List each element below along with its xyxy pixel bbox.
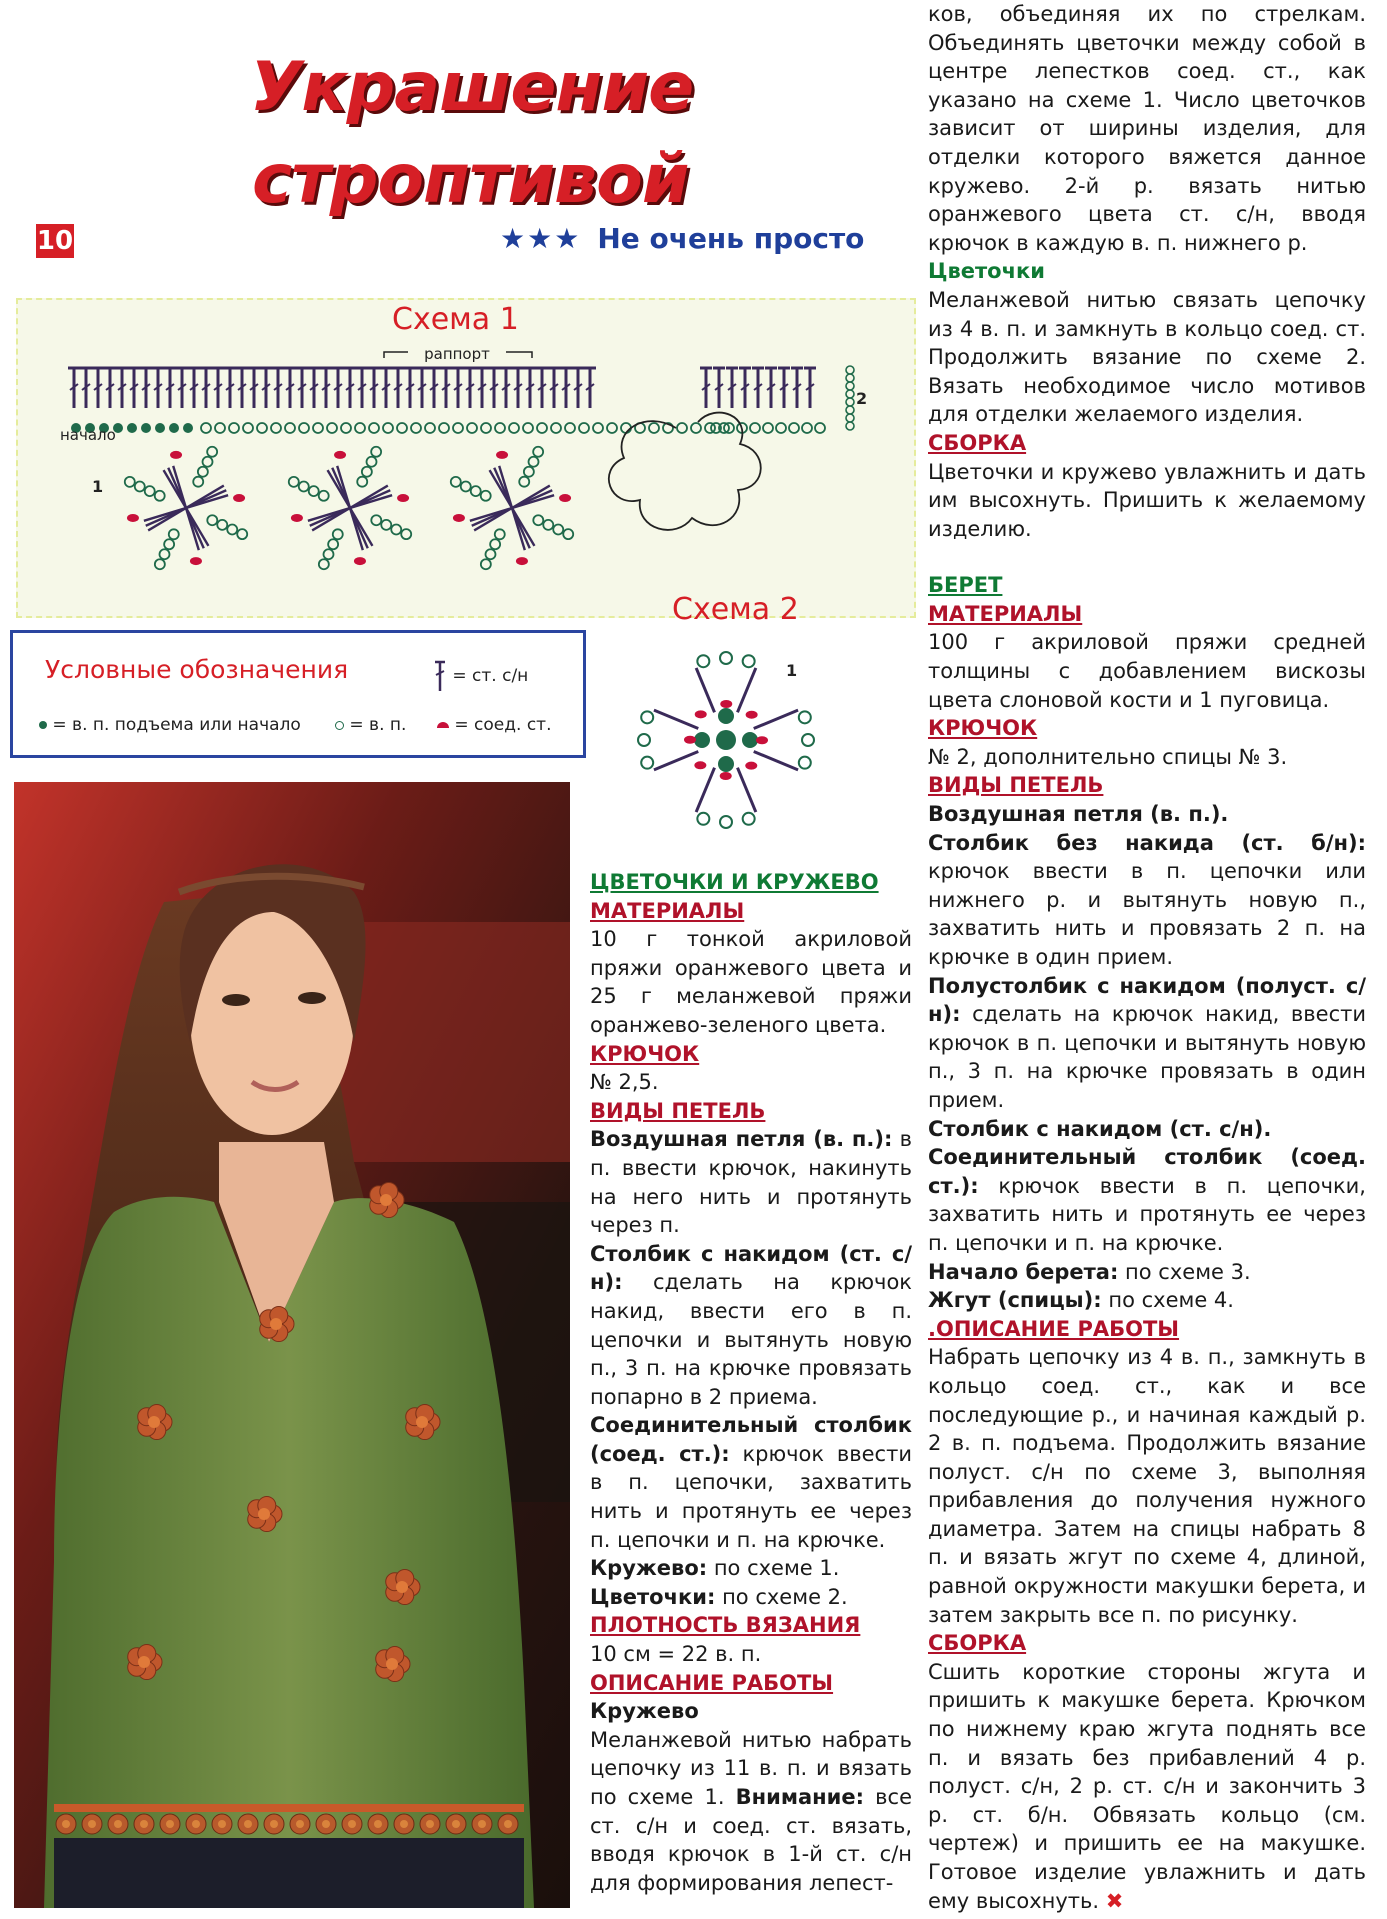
slip-stitch-mark	[334, 451, 346, 459]
dc-stitch-mark	[754, 710, 798, 728]
chain-loop	[846, 374, 854, 382]
beret-assembly-text	[928, 1658, 1366, 1915]
slip-stitch-mark	[291, 514, 303, 522]
center-ring-dot	[742, 732, 758, 748]
flowers-ref-term: Цветочки:	[590, 1584, 716, 1609]
subheading-lace: Кружево	[590, 1699, 699, 1724]
chain-loop	[271, 423, 281, 433]
beret-begin-ref	[928, 1258, 1366, 1287]
beret-work-text: Набрать цепочку из 4 в. п., замкнуть в кольцо соед. ст., как и все последующие р., и начиная каждый р. 2 в. п. подъема. Продолжить вязание полуст. с/н по схеме 3, выполняя прибавления до получения нужного диаметра. Затем на спицы набрать 8 п. и вязать жгут по схеме 4, длиной, равной окружности макушки берета, и затем закрыть все п. по рисунку.	[928, 1345, 1366, 1627]
beret-chain-term: Воздушная петля (в. п.).	[928, 802, 1229, 827]
hook-text: № 2,5.	[590, 1070, 659, 1095]
shirt-flower-center	[386, 1658, 398, 1670]
chain-loop	[481, 559, 491, 569]
start-chain-dot	[155, 423, 165, 433]
flowers-ref-desc: по схеме 2.	[715, 1584, 848, 1609]
beret-begin-term: Начало берета:	[928, 1259, 1119, 1284]
slip-stitch-mark	[516, 557, 528, 565]
dc-stitch-mark	[144, 508, 186, 521]
chain-loop	[391, 525, 401, 535]
beret-chain-def	[928, 800, 1366, 829]
model-photo	[14, 782, 570, 1908]
chain-loop	[533, 447, 543, 457]
chain-row	[71, 366, 854, 433]
slip-stitch-mark	[397, 494, 409, 502]
chain-loop	[362, 467, 372, 477]
chain-loop	[481, 423, 491, 433]
lace-flower-center	[244, 1820, 252, 1828]
legend-slip-text: = соед. ст.	[454, 715, 552, 735]
start-chain-dot	[169, 423, 179, 433]
chain-loop	[691, 423, 701, 433]
chain-loop	[425, 423, 435, 433]
chain-loop	[319, 491, 329, 501]
chain-loop	[201, 423, 211, 433]
chain-loop	[203, 457, 213, 467]
chain-loop	[451, 477, 461, 487]
heading-hook: КРЮЧОК	[590, 1041, 700, 1066]
chain-loop	[207, 447, 217, 457]
legend-start-chain	[39, 715, 301, 735]
chain-loop	[369, 423, 379, 433]
chain-loop	[579, 423, 589, 433]
lace-flower-center	[348, 1820, 356, 1828]
chain-loop	[799, 711, 811, 723]
slip-stitch-mark	[695, 710, 707, 718]
difficulty-label: Не очень просто	[597, 222, 865, 255]
chain-loop	[383, 423, 393, 433]
chain-loop	[593, 423, 603, 433]
beret-dc-def	[928, 1115, 1366, 1144]
chain-loop	[401, 529, 411, 539]
slip-stitch-mark	[720, 772, 732, 780]
chain-loop	[565, 423, 575, 433]
lace-flower-center	[426, 1820, 434, 1828]
slip-stitch-mark	[233, 494, 245, 502]
lace-flower-center	[218, 1820, 226, 1828]
center-ring-dot	[716, 730, 736, 750]
dc-stitch-mark	[512, 508, 525, 550]
slip-stitch-mark	[496, 451, 508, 459]
chain-loop	[355, 423, 365, 433]
chain-loop	[357, 477, 367, 487]
slip-stitch-mark	[170, 451, 182, 459]
beret-hdc-desc: сделать на крючок накид, ввести крючок в п. цепочки и вытянуть новую п., 3 п. на крючке провязать в один прием.	[928, 1002, 1366, 1112]
shirt-flower-center	[148, 1416, 160, 1428]
legend-chain	[335, 715, 406, 735]
chain-loop	[289, 477, 299, 487]
shirt-flower-center	[138, 1656, 150, 1668]
chain-loop	[411, 423, 421, 433]
chain-loop	[537, 423, 547, 433]
chain-loop	[481, 491, 491, 501]
dc-stitch-mark	[350, 508, 363, 550]
chain-loop	[495, 529, 505, 539]
beret-slip-term: Соединительный столбик (соед. ст.):	[928, 1145, 1366, 1198]
chain-loop	[313, 423, 323, 433]
start-label: начало	[60, 426, 116, 444]
chain-loop	[750, 423, 760, 433]
chain-loop	[720, 652, 732, 664]
chain-loop	[743, 813, 755, 825]
slip-stitch-icon	[437, 722, 449, 728]
lace-description-part-1: Меланжевой нитью набрать цепочку из 11 в. п. и вязать по схеме 1.	[590, 1727, 912, 1809]
page-title	[250, 42, 750, 226]
chain-loop	[789, 423, 799, 433]
chain-loop	[846, 366, 854, 374]
chain-loop	[846, 390, 854, 398]
legend-title: Условные обозначения	[45, 655, 349, 684]
dc-stitch-mark	[512, 495, 554, 508]
chain-loop	[285, 423, 295, 433]
row-1-label: 1	[92, 477, 104, 496]
lace-ref-term: Кружево:	[590, 1556, 708, 1581]
chain-loop	[802, 734, 814, 746]
scheme-2-diagram	[630, 636, 840, 836]
flower-motif	[289, 447, 411, 569]
lace-ref-desc: по схеме 1.	[707, 1556, 840, 1581]
chain-loop	[198, 467, 208, 477]
beret-assembly-body: Сшить короткие стороны жгута и пришить к макушке берета. Крючком по нижнему краю жгута поднять все п. и вязать без прибавлений 4 р. полуст. с/н, 2 р. ст. с/н и закончить 3 р. ст. б/н. Обвязать кольцо (см. чертеж) и пришить ее на макушке. Готовое изделие увлажнить и дать ему высохнуть.	[928, 1659, 1366, 1913]
slip-stitch-mark	[127, 514, 139, 522]
lace-flowers	[125, 447, 573, 569]
chain-loop	[319, 559, 329, 569]
chain-loop	[776, 423, 786, 433]
chain-loop	[243, 423, 253, 433]
center-ring-dot	[694, 732, 710, 748]
chain-loop	[563, 529, 573, 539]
beret-hdc-def	[928, 972, 1366, 1115]
text-column-1	[590, 868, 912, 1897]
start-chain-dot	[183, 423, 193, 433]
beret-cord-desc: по схеме 4.	[1101, 1288, 1234, 1313]
chain-loop	[649, 423, 659, 433]
heading-assembly: СБОРКА	[928, 430, 1027, 455]
dc-stitch-desc: сделать на крючок накид, ввести его в п. цепочки и вытянуть новую п., 3 п. на крючке провязать попарно в 2 приема.	[590, 1270, 912, 1409]
beret-sc-term: Столбик без накида (ст. б/н):	[928, 830, 1366, 855]
chain-stitch-def	[590, 1125, 912, 1239]
beret-slip-desc: крючок ввести в п. цепочки, захватить нить и протянуть ее через п. цепочки и п. на крючке.	[928, 1173, 1366, 1255]
beret-hook-text: № 2, дополнительно спицы № 3.	[928, 744, 1288, 769]
lace-description-part-2: все ст. с/н и соед. ст. вязать, вводя крючок в 1-й ст. с/н для формирования лепест-	[590, 1785, 912, 1895]
beret-sc-desc: крючок ввести в п. цепочки или нижнего р. и вытянуть новую п., захватить нить и провязать 2 п. на крючке в один прием.	[928, 859, 1366, 969]
chain-circle-icon	[335, 721, 344, 730]
slip-stitch-def	[590, 1411, 912, 1554]
chain-loop	[164, 539, 174, 549]
start-chain-dot-icon	[39, 721, 47, 729]
shirt-flower-center	[396, 1581, 408, 1593]
chain-loop	[846, 414, 854, 422]
start-chain-dot	[141, 423, 151, 433]
lace-flower-center	[88, 1820, 96, 1828]
chain-loop	[155, 491, 165, 501]
difficulty-rating	[500, 222, 864, 255]
beret-hdc-term: Полустолбик с накидом (полуст. с/н):	[928, 973, 1366, 1027]
chain-loop	[397, 423, 407, 433]
slip-stitch-mark	[559, 494, 571, 502]
chain-loop	[677, 423, 687, 433]
flower-motif	[451, 447, 573, 569]
lace-flower-center	[478, 1820, 486, 1828]
heading-beret-assembly: СБОРКА	[928, 1631, 1027, 1656]
chain-loop	[485, 549, 495, 559]
chain-loop	[467, 423, 477, 433]
chain-loop	[237, 529, 247, 539]
beret-sc-def	[928, 829, 1366, 972]
chain-stitch-term: Воздушная петля (в. п.):	[590, 1127, 893, 1152]
shirt-flower-center	[270, 1318, 282, 1330]
beret-dc-term: Столбик с накидом (ст. с/н).	[928, 1116, 1272, 1141]
chain-loop	[697, 655, 709, 667]
chain-loop	[439, 423, 449, 433]
dc-stitch-mark	[654, 710, 698, 728]
dc-stitch-mark	[186, 495, 228, 508]
chain-loop	[381, 520, 391, 530]
beret-slip-def	[928, 1143, 1366, 1257]
row-2-label: 2	[856, 389, 868, 408]
chain-loop	[607, 423, 617, 433]
chain-loop	[309, 486, 319, 496]
chain-loop	[553, 525, 563, 535]
chain-loop	[815, 423, 825, 433]
slip-stitch-mark	[453, 514, 465, 522]
chain-loop	[697, 813, 709, 825]
chain-loop	[323, 549, 333, 559]
dc-stitch-mark	[696, 668, 714, 712]
lace-flower-center	[504, 1820, 512, 1828]
dc-stitch-mark	[754, 751, 798, 769]
beret-cord-ref	[928, 1286, 1366, 1315]
chain-loop	[135, 481, 145, 491]
chain-loop	[638, 734, 650, 746]
slip-stitch-desc: крючок ввести в п. цепочки, захватить нить и протянуть ее через п. цепочки и п. на крючке.	[590, 1441, 912, 1552]
dc-stitch-mark	[470, 508, 512, 521]
title-line-2: строптивой	[252, 140, 689, 219]
legend-start-chain-text: = в. п. подъема или начало	[52, 715, 301, 735]
heading-beret-stitch-types: ВИДЫ ПЕТЕЛЬ	[928, 773, 1104, 798]
legend-slip	[437, 715, 551, 735]
lace-flower-center	[270, 1820, 278, 1828]
legend-chain-text: = в. п.	[349, 715, 407, 735]
difficulty-stars: ★★★	[500, 222, 582, 255]
heading-materials: МАТЕРИАЛЫ	[590, 898, 745, 923]
center-ring-dot	[718, 756, 734, 772]
heading-stitch-types: ВИДЫ ПЕТЕЛЬ	[590, 1098, 766, 1123]
chain-loop	[299, 423, 309, 433]
lace-flower-center	[166, 1820, 174, 1828]
chain-loop	[519, 477, 529, 487]
chain-loop	[846, 406, 854, 414]
girl-in-green-top-illustration	[14, 782, 570, 1908]
chain-loop	[299, 481, 309, 491]
dc-stitch-mark	[186, 508, 199, 550]
legend-box	[10, 630, 586, 758]
chain-loop	[125, 477, 135, 487]
flowers-description: Меланжевой нитью связать цепочку из 4 в. п. и замкнуть в кольцо соед. ст. Продолжить вязание по схеме 2. Вязать необходимое число мотивов для отделки желаемого изделия.	[928, 287, 1366, 427]
heading-beret-materials: МАТЕРИАЛЫ	[928, 601, 1083, 626]
chain-loop	[327, 423, 337, 433]
chain-loop	[524, 467, 534, 477]
assembly-text: Цветочки и кружево увлажнить и дать им высохнуть. Пришить к желаемому изделию.	[928, 459, 1366, 541]
scheme-1-diagram	[16, 340, 916, 580]
heading-work-description: ОПИСАНИЕ РАБОТЫ	[590, 1670, 834, 1695]
heading-beret-hook: КРЮЧОК	[928, 716, 1038, 741]
slip-stitch-mark	[354, 557, 366, 565]
chain-loop	[328, 539, 338, 549]
scheme-2-row-1-label: 1	[786, 661, 798, 680]
chain-loop	[169, 529, 179, 539]
chain-loop	[229, 423, 239, 433]
chain-loop	[641, 711, 653, 723]
dc-stitch-def	[590, 1240, 912, 1412]
shirt-flower-center	[258, 1508, 270, 1520]
slip-stitch-mark	[720, 700, 732, 708]
lace-flower-center	[374, 1820, 382, 1828]
dc-stitch-mark	[173, 466, 186, 508]
subheading-flowers: Цветочки	[928, 259, 1045, 284]
chain-loop	[495, 423, 505, 433]
chain-loop	[523, 423, 533, 433]
beret-materials-text: 100 г акриловой пряжи средней толщины с добавлением вискозы цвета слоновой кости и 1 пуговица.	[928, 630, 1366, 712]
page-number-badge: 10	[36, 226, 74, 256]
spacer	[928, 543, 1366, 571]
gauge-text: 10 см = 22 в. п.	[590, 1642, 762, 1667]
chain-loop	[207, 515, 217, 525]
title-line-1: Украшение	[250, 48, 694, 127]
dc-stitch-mark	[737, 768, 755, 812]
lace-flower-center	[452, 1820, 460, 1828]
text-column-2	[928, 0, 1366, 1915]
chain-stitch-desc: в п. ввести крючок, накинуть на него нить и протянуть через п.	[590, 1127, 912, 1238]
chain-loop	[367, 457, 377, 467]
chain-loop	[846, 398, 854, 406]
chain-loop	[490, 539, 500, 549]
scheme-2-title: Схема 2	[672, 592, 799, 627]
end-mark-icon: ✖	[1105, 1888, 1124, 1913]
dc-stitch-mark	[737, 668, 755, 712]
lace-flower-center	[140, 1820, 148, 1828]
heading-beret: БЕРЕТ	[928, 573, 1003, 598]
chain-loop	[193, 477, 203, 487]
chain-loop	[763, 423, 773, 433]
materials-text: 10 г тонкой акриловой пряжи оранжевого цвета и 25 г меланжевой пряжи оранжево-зеленого цвета.	[590, 927, 912, 1037]
chain-loop	[529, 457, 539, 467]
dc-stitch-mark	[308, 508, 350, 521]
chain-loop	[543, 520, 553, 530]
beret-begin-desc: по схеме 3.	[1118, 1259, 1251, 1284]
chain-loop	[743, 655, 755, 667]
start-chain-dot	[127, 423, 137, 433]
chain-loop	[257, 423, 267, 433]
dc-stitch-mark	[499, 466, 512, 508]
shirt-flower-center	[416, 1416, 428, 1428]
chain-loop	[641, 757, 653, 769]
chain-loop	[551, 423, 561, 433]
dc-symbol-icon	[433, 659, 447, 693]
chain-loop	[371, 515, 381, 525]
lace-flower-center	[114, 1820, 122, 1828]
chain-loop	[802, 423, 812, 433]
dc-stitch-row	[68, 368, 816, 408]
lace-attention: Внимание:	[735, 1785, 865, 1809]
lace-flower-center	[400, 1820, 408, 1828]
slip-stitch-term: Соединительный столбик (соед. ст.):	[590, 1413, 912, 1466]
slip-stitch-mark	[746, 711, 758, 719]
slip-stitch-mark	[190, 557, 202, 565]
chain-loop	[217, 520, 227, 530]
flowers-ref	[590, 1583, 912, 1612]
chain-loop	[846, 382, 854, 390]
center-ring-dot	[718, 708, 734, 724]
dc-stitch-mark	[337, 466, 350, 508]
scheme-1-title: Схема 1	[392, 302, 519, 337]
lace-flower-center	[322, 1820, 330, 1828]
shirt-flower-center	[380, 1194, 392, 1206]
chain-loop	[799, 757, 811, 769]
slip-stitch-mark	[694, 761, 706, 769]
chain-loop	[846, 422, 854, 430]
dc-stitch-mark	[350, 495, 392, 508]
slip-stitch-mark	[684, 736, 696, 744]
lace-ref	[590, 1554, 912, 1583]
chain-loop	[155, 559, 165, 569]
chain-loop	[453, 423, 463, 433]
chain-loop	[227, 525, 237, 535]
rapport-label: раппорт	[424, 345, 490, 363]
chain-loop	[159, 549, 169, 559]
beret-cord-term: Жгут (спицы):	[928, 1288, 1102, 1313]
chain-loop	[371, 447, 381, 457]
chain-loop	[720, 816, 732, 828]
heading-beret-work: .ОПИСАНИЕ РАБОТЫ	[928, 1316, 1180, 1341]
slip-stitch-mark	[745, 762, 757, 770]
flower-motif	[125, 447, 247, 569]
heading-gauge: ПЛОТНОСТЬ ВЯЗАНИЯ	[590, 1613, 861, 1638]
chain-loop	[533, 515, 543, 525]
legend-dc	[433, 659, 528, 693]
chain-loop	[215, 423, 225, 433]
chain-loop	[471, 486, 481, 496]
legend-dc-text: = ст. с/н	[452, 666, 529, 686]
dc-stitch-mark	[696, 768, 714, 812]
lace-flower-center	[62, 1820, 70, 1828]
slip-stitch-mark	[756, 736, 768, 744]
lace-description	[590, 1726, 912, 1898]
chain-loop	[509, 423, 519, 433]
dc-stitch-term: Столбик с накидом (ст. с/н):	[590, 1241, 912, 1295]
heading-flowers-lace: ЦВЕТОЧКИ И КРУЖЕВО	[590, 870, 879, 894]
lace-flower-center	[296, 1820, 304, 1828]
chain-loop	[461, 481, 471, 491]
dc-stitch-mark	[654, 751, 698, 769]
lace-flower-center	[192, 1820, 200, 1828]
chain-loop	[341, 423, 351, 433]
chain-loop	[145, 486, 155, 496]
chain-loop	[333, 529, 343, 539]
lace-description-continued: ков, объединяя их по стрелкам. Объединять цветочки между собой в центре лепестков соед. ст., как указано на схеме 1. Число цветочков зависит от ширины изделия, для отделки которого вяжется данное кружево. 2-й р. вязать нитью оранжевого цвета ст. с/н, вводя крючок в каждую в. п. нижнего р.	[928, 2, 1366, 255]
